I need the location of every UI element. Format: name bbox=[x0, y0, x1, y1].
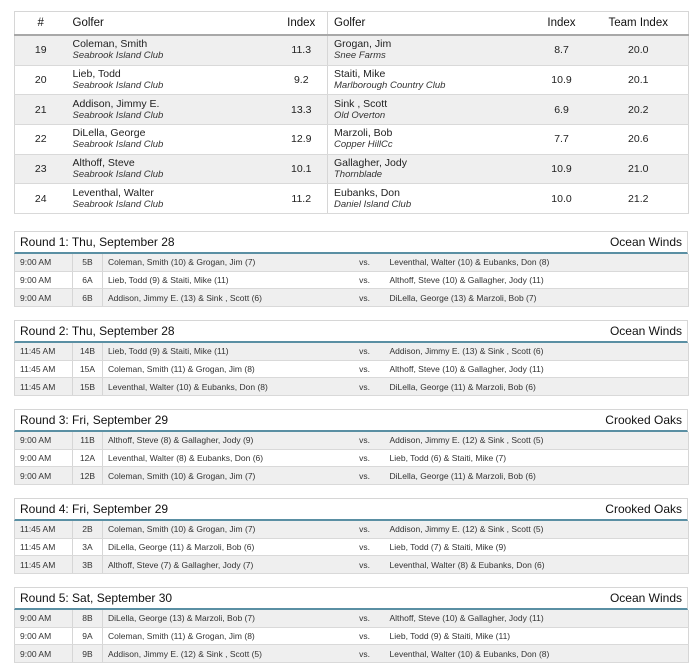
golfer-b-name: Sink , Scott bbox=[334, 97, 388, 110]
golfer-b-club: Daniel Island Club bbox=[334, 198, 412, 210]
match-team-a: DiLella, George (13) & Marzoli, Bob (7) bbox=[103, 610, 345, 627]
golfer-a-cell bbox=[67, 125, 276, 155]
match-row bbox=[15, 449, 689, 467]
match-team-a: Coleman, Smith (10) & Grogan, Jim (7) bbox=[103, 254, 345, 271]
match-tee: 11B bbox=[73, 432, 103, 449]
match-time: 9:00 AM bbox=[15, 449, 73, 467]
round-section bbox=[14, 587, 688, 663]
golfer-a-index: 13.3 bbox=[276, 95, 328, 125]
golfer-b-club: Old Overton bbox=[334, 109, 386, 121]
match-time: 11:45 AM bbox=[15, 556, 73, 574]
header-golfer-a: Golfer bbox=[67, 12, 276, 36]
match-tee: 2B bbox=[73, 521, 103, 538]
round-title: Round 1: Thu, September 28 bbox=[20, 235, 175, 249]
match-team-a: Lieb, Todd (9) & Staiti, Mike (11) bbox=[103, 271, 345, 289]
golfer-a-index: 11.3 bbox=[276, 35, 328, 65]
match-table bbox=[14, 432, 689, 485]
golfer-a-cell bbox=[67, 35, 276, 65]
team-row bbox=[15, 154, 689, 184]
golfer-b-index: 10.0 bbox=[535, 184, 589, 214]
golfer-a-index: 10.1 bbox=[276, 154, 328, 184]
match-vs: vs. bbox=[345, 556, 385, 574]
round-course: Ocean Winds bbox=[609, 235, 682, 249]
golfer-b-cell bbox=[328, 65, 535, 95]
match-table bbox=[14, 343, 689, 396]
match-time: 11:45 AM bbox=[15, 378, 73, 396]
match-vs: vs. bbox=[345, 271, 385, 289]
match-row bbox=[15, 343, 689, 360]
golfer-b-cell bbox=[328, 154, 535, 184]
round-title: Round 5: Sat, September 30 bbox=[20, 591, 173, 605]
match-vs: vs. bbox=[345, 343, 385, 360]
golfer-b-index: 7.7 bbox=[535, 125, 589, 155]
match-vs: vs. bbox=[345, 627, 385, 645]
match-time: 9:00 AM bbox=[15, 467, 73, 485]
header-index-a: Index bbox=[276, 12, 328, 36]
golfer-b-index: 8.7 bbox=[535, 35, 589, 65]
match-row bbox=[15, 254, 689, 271]
match-team-a: Addison, Jimmy E. (12) & Sink , Scott (5) bbox=[103, 645, 345, 663]
match-vs: vs. bbox=[345, 432, 385, 449]
round-course: Ocean Winds bbox=[609, 591, 682, 605]
golfer-b-name: Staiti, Mike bbox=[334, 68, 386, 81]
golfer-b-name: Eubanks, Don bbox=[334, 186, 400, 199]
golfer-b-club: Thornblade bbox=[334, 169, 383, 181]
match-time: 11:45 AM bbox=[15, 538, 73, 556]
golfer-b-cell bbox=[328, 35, 535, 65]
round-section bbox=[14, 409, 688, 485]
match-row bbox=[15, 271, 689, 289]
match-team-b: Addison, Jimmy E. (12) & Sink , Scott (5) bbox=[385, 521, 689, 538]
match-vs: vs. bbox=[345, 289, 385, 307]
match-tee: 5B bbox=[73, 254, 103, 271]
match-team-b: Lieb, Todd (6) & Staiti, Mike (7) bbox=[385, 449, 689, 467]
match-team-b: Addison, Jimmy E. (13) & Sink , Scott (6) bbox=[385, 343, 689, 360]
match-time: 11:45 AM bbox=[15, 343, 73, 360]
round-header bbox=[14, 231, 688, 254]
team-table bbox=[14, 11, 689, 214]
golfer-b-club: Marlborough Country Club bbox=[334, 80, 446, 92]
golfer-a-name: Althoff, Steve bbox=[72, 157, 135, 170]
golfer-a-name: Addison, Jimmy E. bbox=[72, 97, 160, 110]
golfer-b-cell bbox=[328, 184, 535, 214]
golfer-b-name: Gallagher, Jody bbox=[334, 157, 407, 170]
golfer-a-club: Seabrook Island Club bbox=[72, 198, 164, 210]
round-header bbox=[14, 409, 688, 432]
round-header bbox=[14, 498, 688, 521]
header-index-b: Index bbox=[535, 12, 589, 36]
golfer-b-name: Marzoli, Bob bbox=[334, 127, 393, 140]
team-number: 24 bbox=[15, 184, 67, 214]
golfer-a-cell bbox=[67, 184, 276, 214]
match-row bbox=[15, 467, 689, 485]
match-time: 9:00 AM bbox=[15, 254, 73, 271]
match-vs: vs. bbox=[345, 467, 385, 485]
match-team-b: DiLella, George (11) & Marzoli, Bob (6) bbox=[385, 378, 689, 396]
team-index: 21.0 bbox=[589, 154, 689, 184]
golfer-a-index: 9.2 bbox=[276, 65, 328, 95]
round-title: Round 3: Fri, September 29 bbox=[20, 413, 169, 427]
match-time: 11:45 AM bbox=[15, 360, 73, 378]
match-table bbox=[14, 610, 689, 663]
match-tee: 15A bbox=[73, 360, 103, 378]
match-time: 9:00 AM bbox=[15, 610, 73, 627]
match-team-a: Lieb, Todd (9) & Staiti, Mike (11) bbox=[103, 343, 345, 360]
golfer-a-club: Seabrook Island Club bbox=[72, 50, 164, 62]
round-header bbox=[14, 320, 688, 343]
golfer-a-club: Seabrook Island Club bbox=[72, 109, 164, 121]
team-row bbox=[15, 65, 689, 95]
match-team-a: Leventhal, Walter (8) & Eubanks, Don (6) bbox=[103, 449, 345, 467]
match-vs: vs. bbox=[345, 645, 385, 663]
golfer-a-club: Seabrook Island Club bbox=[72, 139, 164, 151]
golfer-a-cell bbox=[67, 95, 276, 125]
header-num: # bbox=[15, 12, 67, 36]
match-team-a: Althoff, Steve (7) & Gallagher, Jody (7) bbox=[103, 556, 345, 574]
match-team-b: Lieb, Todd (7) & Staiti, Mike (9) bbox=[385, 538, 689, 556]
golfer-b-index: 10.9 bbox=[535, 154, 589, 184]
team-row bbox=[15, 184, 689, 214]
golfer-a-cell bbox=[67, 65, 276, 95]
match-time: 11:45 AM bbox=[15, 521, 73, 538]
header-golfer-b: Golfer bbox=[328, 12, 535, 36]
match-row bbox=[15, 521, 689, 538]
golfer-a-index: 12.9 bbox=[276, 125, 328, 155]
match-team-a: Coleman, Smith (10) & Grogan, Jim (7) bbox=[103, 467, 345, 485]
team-row bbox=[15, 35, 689, 65]
match-tee: 9B bbox=[73, 645, 103, 663]
match-team-a: Leventhal, Walter (10) & Eubanks, Don (8) bbox=[103, 378, 345, 396]
match-team-b: Althoff, Steve (10) & Gallagher, Jody (11) bbox=[385, 271, 689, 289]
match-row bbox=[15, 432, 689, 449]
match-team-a: Coleman, Smith (11) & Grogan, Jim (8) bbox=[103, 627, 345, 645]
round-section bbox=[14, 320, 688, 396]
match-time: 9:00 AM bbox=[15, 271, 73, 289]
round-title: Round 2: Thu, September 28 bbox=[20, 324, 175, 338]
match-tee: 3A bbox=[73, 538, 103, 556]
match-row bbox=[15, 627, 689, 645]
golfer-a-cell bbox=[67, 154, 276, 184]
team-number: 21 bbox=[15, 95, 67, 125]
match-tee: 12A bbox=[73, 449, 103, 467]
match-table bbox=[14, 254, 689, 307]
golfer-a-name: Leventhal, Walter bbox=[72, 186, 154, 199]
match-time: 9:00 AM bbox=[15, 645, 73, 663]
round-course: Crooked Oaks bbox=[605, 502, 682, 516]
match-row bbox=[15, 556, 689, 574]
match-row bbox=[15, 610, 689, 627]
team-row bbox=[15, 95, 689, 125]
golfer-a-club: Seabrook Island Club bbox=[72, 169, 164, 181]
team-row bbox=[15, 125, 689, 155]
match-tee: 6B bbox=[73, 289, 103, 307]
team-index: 20.6 bbox=[589, 125, 689, 155]
header-team-index: Team Index bbox=[589, 12, 689, 36]
team-number: 22 bbox=[15, 125, 67, 155]
team-table-header bbox=[15, 12, 689, 36]
match-team-b: Althoff, Steve (10) & Gallagher, Jody (11) bbox=[385, 610, 689, 627]
match-tee: 6A bbox=[73, 271, 103, 289]
golfer-a-club: Seabrook Island Club bbox=[72, 80, 164, 92]
match-time: 9:00 AM bbox=[15, 627, 73, 645]
match-team-b: Lieb, Todd (9) & Staiti, Mike (11) bbox=[385, 627, 689, 645]
golfer-b-cell bbox=[328, 125, 535, 155]
match-time: 9:00 AM bbox=[15, 432, 73, 449]
golfer-b-name: Grogan, Jim bbox=[334, 38, 392, 51]
match-vs: vs. bbox=[345, 538, 385, 556]
golfer-a-name: DiLella, George bbox=[72, 127, 146, 140]
golfer-b-index: 6.9 bbox=[535, 95, 589, 125]
team-number: 23 bbox=[15, 154, 67, 184]
team-index: 20.2 bbox=[589, 95, 689, 125]
team-index: 20.1 bbox=[589, 65, 689, 95]
match-team-b: DiLella, George (11) & Marzoli, Bob (6) bbox=[385, 467, 689, 485]
match-row bbox=[15, 289, 689, 307]
match-tee: 15B bbox=[73, 378, 103, 396]
match-team-b: Addison, Jimmy E. (12) & Sink , Scott (5) bbox=[385, 432, 689, 449]
team-index: 20.0 bbox=[589, 35, 689, 65]
match-row bbox=[15, 538, 689, 556]
golfer-a-name: Coleman, Smith bbox=[72, 38, 148, 51]
match-team-b: DiLella, George (13) & Marzoli, Bob (7) bbox=[385, 289, 689, 307]
golfer-a-name: Lieb, Todd bbox=[72, 68, 121, 81]
match-team-b: Leventhal, Walter (8) & Eubanks, Don (6) bbox=[385, 556, 689, 574]
round-course: Crooked Oaks bbox=[605, 413, 682, 427]
match-team-b: Leventhal, Walter (10) & Eubanks, Don (8) bbox=[385, 254, 689, 271]
golfer-b-cell bbox=[328, 95, 535, 125]
team-number: 19 bbox=[15, 35, 67, 65]
golfer-b-club: Copper HillCc bbox=[334, 139, 393, 151]
match-vs: vs. bbox=[345, 254, 385, 271]
match-time: 9:00 AM bbox=[15, 289, 73, 307]
golfer-b-club: Snee Farms bbox=[334, 50, 386, 62]
round-course: Ocean Winds bbox=[609, 324, 682, 338]
team-index: 21.2 bbox=[589, 184, 689, 214]
match-tee: 3B bbox=[73, 556, 103, 574]
match-vs: vs. bbox=[345, 360, 385, 378]
match-team-a: Addison, Jimmy E. (13) & Sink , Scott (6) bbox=[103, 289, 345, 307]
match-team-a: Althoff, Steve (8) & Gallagher, Jody (9) bbox=[103, 432, 345, 449]
match-row bbox=[15, 378, 689, 396]
match-vs: vs. bbox=[345, 521, 385, 538]
round-section bbox=[14, 231, 688, 307]
match-table bbox=[14, 521, 689, 574]
match-team-a: DiLella, George (11) & Marzoli, Bob (6) bbox=[103, 538, 345, 556]
golfer-b-index: 10.9 bbox=[535, 65, 589, 95]
team-number: 20 bbox=[15, 65, 67, 95]
round-header bbox=[14, 587, 688, 610]
match-vs: vs. bbox=[345, 378, 385, 396]
match-team-a: Coleman, Smith (10) & Grogan, Jim (7) bbox=[103, 521, 345, 538]
match-team-a: Coleman, Smith (11) & Grogan, Jim (8) bbox=[103, 360, 345, 378]
match-team-b: Leventhal, Walter (10) & Eubanks, Don (8) bbox=[385, 645, 689, 663]
golfer-a-index: 11.2 bbox=[276, 184, 328, 214]
match-tee: 9A bbox=[73, 627, 103, 645]
match-vs: vs. bbox=[345, 449, 385, 467]
match-tee: 8B bbox=[73, 610, 103, 627]
match-vs: vs. bbox=[345, 610, 385, 627]
match-tee: 12B bbox=[73, 467, 103, 485]
round-section bbox=[14, 498, 688, 574]
match-tee: 14B bbox=[73, 343, 103, 360]
round-title: Round 4: Fri, September 29 bbox=[20, 502, 169, 516]
match-row bbox=[15, 360, 689, 378]
match-row bbox=[15, 645, 689, 663]
match-team-b: Althoff, Steve (10) & Gallagher, Jody (11) bbox=[385, 360, 689, 378]
